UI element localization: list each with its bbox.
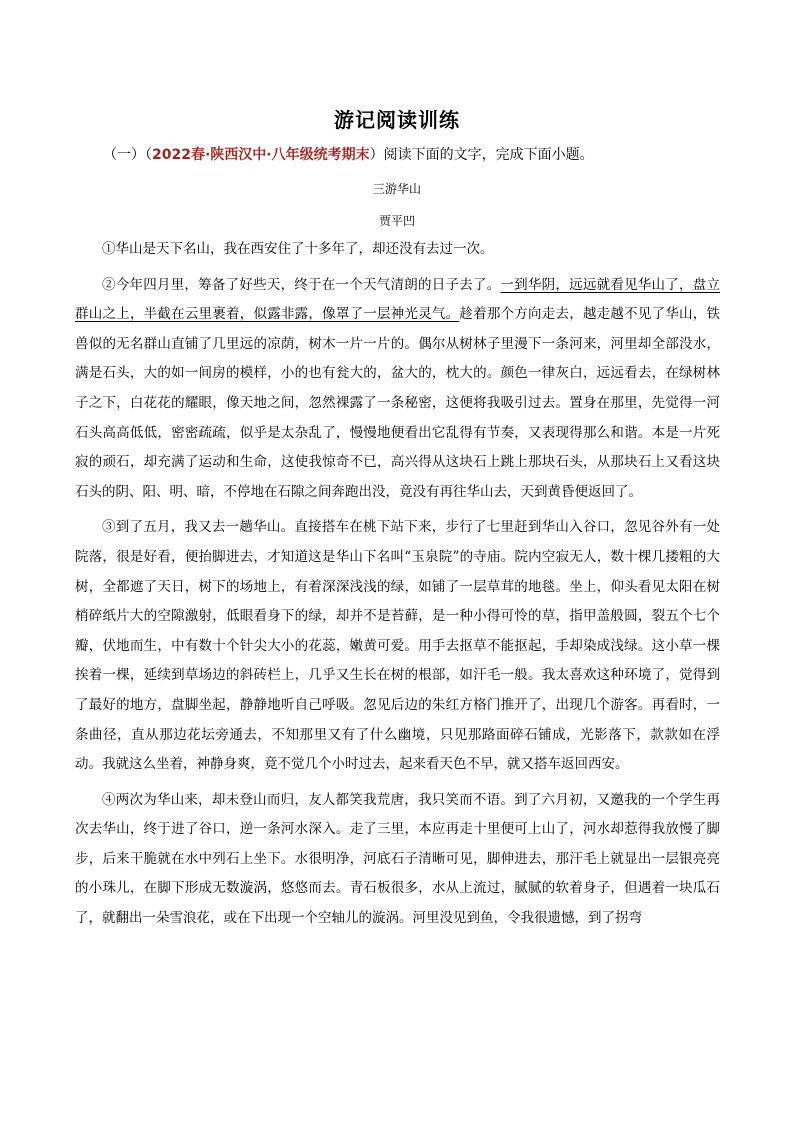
section-heading <box>103 144 723 164</box>
essay-author: 贾平凹 <box>378 214 415 228</box>
paragraph-1 <box>75 235 720 265</box>
essay-body <box>75 235 720 940</box>
paragraph-2 <box>75 271 720 508</box>
paragraph-text: ②今年四月里，筹备了好些天，终于在一个天气清朗的日子去了。 <box>102 276 501 293</box>
section-instruction: ）阅读下面的文字，完成下面小题。 <box>369 147 594 163</box>
question-source: 2022春·陕西汉中·八年级统考期末 <box>152 147 370 163</box>
paragraph-text-continued: 趁着那个方向走去，越走越不见了华山，铁兽似的无名群山直铺了几里远的凉荫，树木一片一片的。偶尔从树林子里漫下一条河来，河里却全部没水，满是石头，大的如一间房的模样，小的也有瓮大的，盆大的，枕大的。颜色一律灰白，远远看去，在绿树林子之下，白花花的耀眼，像天地之间，忽然裸露了一条秘密，这便将我吸引过去。置身在那里，先觉得一河石头高高低低，密密疏疏，似乎是太杂乱了，慢慢地便看出它乱得有节奏，又表现得那么和谐。本是一片死寂的顽石，却充满了运动和生命，这使我惊奇不已，高兴得从这块石上跳上那块石头，从那块石上又看这块石头的阴、阳、明、暗，不停地在石隙之间奔跑出没，竟没有再往华山去，天到黄昏便返回了。 <box>75 306 720 500</box>
document-title: 游记阅读训练 <box>334 108 460 132</box>
underlined-sentence: 一到华阴，远远就看见华山了，盘立群山之上，半截在云里裹着，似露非露，像罩了一层神光灵气。 <box>75 276 721 323</box>
paragraph-4 <box>75 786 720 934</box>
paragraph-text: ④两次为华山来，却未登山而归，友人都笑我荒唐，我只笑而不语。到了六月初，又邀我的一个学生再次去华山，终于进了谷口，逆一条河水深入。走了三里，本应再走十里便可上山了，河水却惹得我放慢了脚步，后来干脆就在水中列石上坐下。水很明净，河底石子清晰可见，脚伸进去，那汗毛上就显出一层银亮亮的小珠儿，在脚下形成无数漩涡，悠悠而去。青石板很多，水从上流过，腻腻的软着身子，但遇着一块瓜石了，就翻出一朵雪浪花，或在下出现一个空轴儿的漩涡。河里没见到鱼，令我很遗憾，到了拐弯 <box>75 791 720 927</box>
essay-title: 三游华山 <box>372 182 421 196</box>
paragraph-text: ①华山是天下名山，我在西安住了十多年了，却还没有去过一次。 <box>102 241 494 257</box>
paragraph-text: ③到了五月，我又去一趟华山。直接搭车在桃下站下来，步行了七里赶到华山入谷口，忽见谷外有一处院落，很是好看，便抬脚进去，才知道这是华山下名叫“玉泉院”的寺庙。院内空寂无人，数十棵几搂粗的大树，全都遮了天日，树下的场地上，有着深深浅浅的绿，如铺了一层草茸的地毯。坐上，仰头看见太阳在树梢碎纸片大的空隙激射，低眼看身下的绿，却并不是苔藓，是一种小得可怜的草，指甲盖般圆，裂五个七个瓣，伏地而生，中有数十个针尖大小的花蕊，嫩黄可爱。用手去抠草不能抠起，手却染成浅绿。这小草一棵挨着一棵，延续到草场边的斜砖栏上，几乎又生长在树的根部，如汗毛一般。我太喜欢这种环境了，觉得到了最好的地方，盘脚坐起，静静地听自己呼吸。忽见后边的朱红方格门推开了，出现几个游客。再看时，一条曲径，直从那边花坛旁通去，不知那里又有了什么幽境，只见那路面碎石铺成，光影落下，款款如在浮动。我就这么坐着，神静身爽，竟不觉几个小时过去，起来看天色不早，就又搭车返回西安。 <box>75 519 720 773</box>
section-prefix: （一）（ <box>103 147 152 163</box>
paragraph-3 <box>75 513 720 779</box>
